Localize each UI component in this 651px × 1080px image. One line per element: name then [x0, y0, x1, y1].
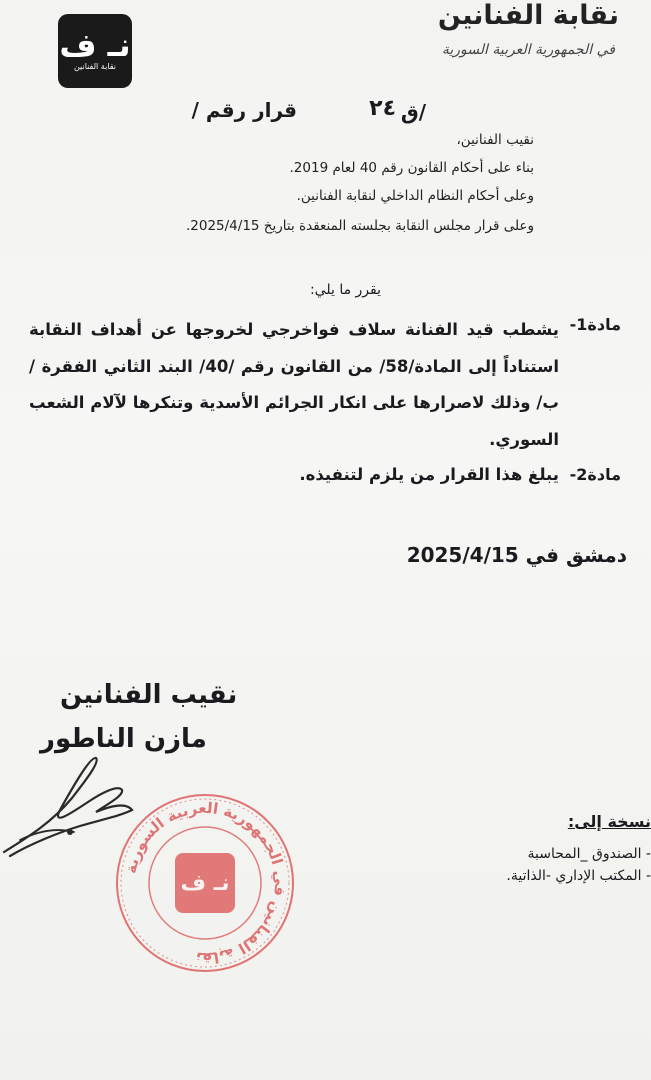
decision-label: قرار رقم /	[191, 98, 297, 122]
decision-suffix: /ق	[400, 100, 426, 124]
article-2-text: يبلغ هذا القرار من يلزم لتنفيذه.	[299, 465, 559, 484]
preamble-line: وعلى قرار مجلس النقابة بجلسته المنعقدة بتاريخ 2025/4/15.	[185, 218, 534, 234]
signatory-name: مازن الناطور	[40, 724, 207, 754]
copy-recipient: - الصندوق _المحاسبة	[527, 846, 651, 862]
signatory-title: نقيب الفنانين	[60, 680, 238, 710]
logo-text: نقابة الفنانين	[73, 62, 117, 71]
article-2-label: مادة2-	[569, 465, 621, 484]
place-date: دمشق في 2025/4/15	[406, 543, 627, 567]
decision-number: ٢٤	[369, 96, 396, 121]
article-1-text: يشطب قيد الفنانة سلاف فواخرجي لخروجها عن أهداف النقابة استناداً إلى المادة/58/ من القانون رقم /40/ البند الثاني الفقرة /ب/ وذلك لاصرارها على انكار الجرائم الأسدية وتنكرها لآلام الشعب السوري.	[29, 320, 559, 449]
syndicate-logo	[58, 14, 132, 88]
preamble-line: بناء على أحكام القانون رقم 40 لعام 2019.	[289, 160, 534, 176]
stamp-center-mark: نـ ف	[180, 871, 230, 896]
official-stamp	[112, 790, 298, 976]
stamp-outer-text: نقابة الفنانين في الجمهورية العربية السورية	[121, 798, 290, 968]
copy-recipient: - المكتب الإداري -الذاتية.	[506, 868, 651, 884]
org-subtitle: في الجمهورية العربية السورية	[441, 42, 615, 58]
org-name: نقابة الفنانين	[437, 0, 619, 31]
copies-heading: نسخة إلى:	[567, 812, 651, 831]
preamble-line: وعلى أحكام النظام الداخلي لنقابة الفنانين.	[296, 188, 534, 204]
article-1-label: مادة1-	[569, 315, 621, 334]
decides-heading: يقرر ما يلي:	[309, 282, 381, 298]
logo-mark: نـ ف	[59, 26, 131, 64]
preamble-line: نقيب الفنانين،	[456, 132, 534, 148]
